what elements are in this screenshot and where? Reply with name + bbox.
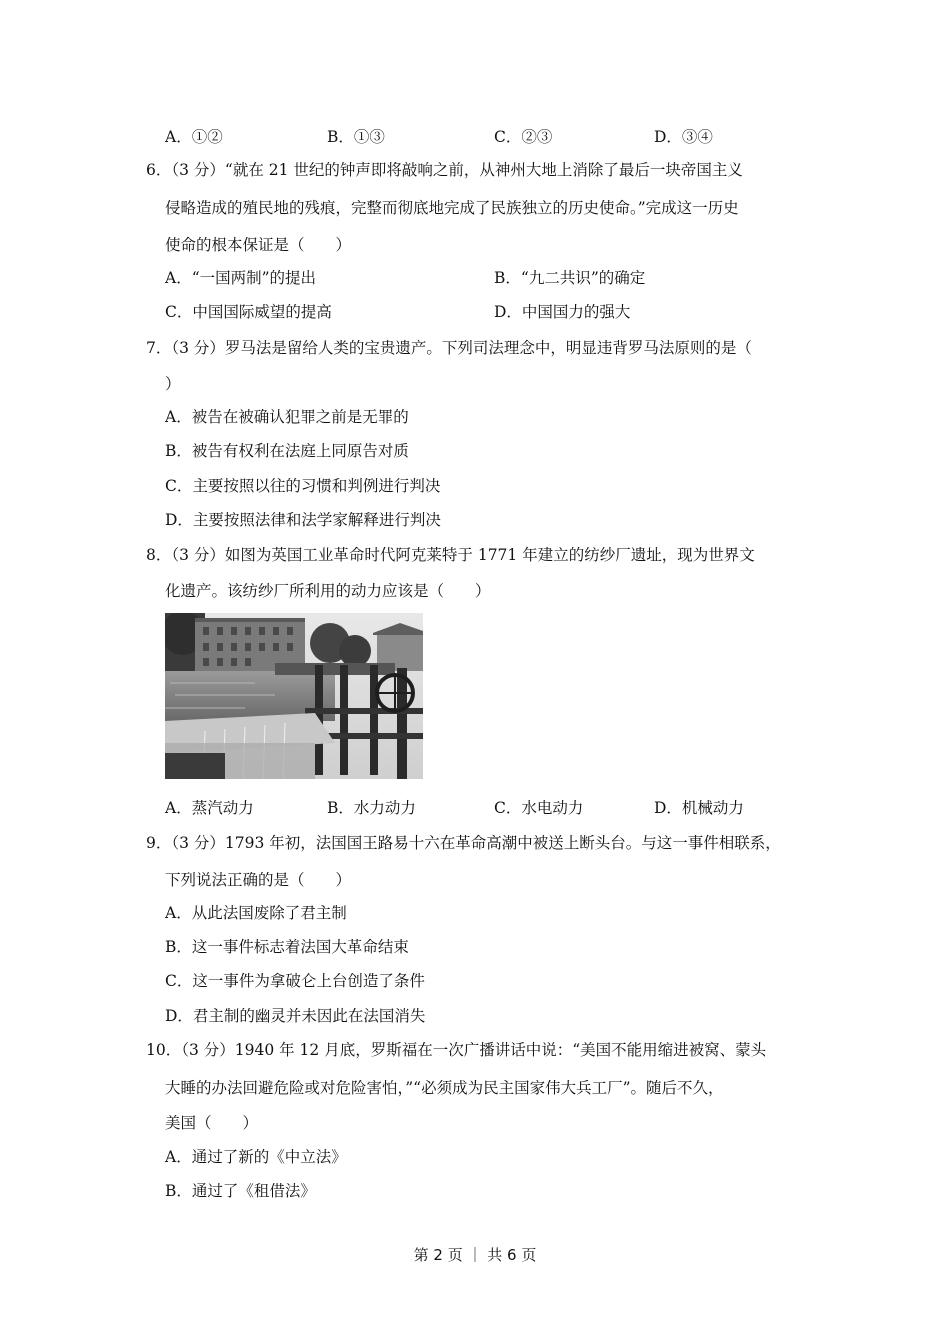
q9-option-d: D．君主制的幽灵并未因此在法国消失 [165,1007,426,1025]
q5-option-d: D．③④ [654,128,713,146]
q10-option-a: A．通过了新的《中立法》 [165,1148,347,1166]
q10-stem-line-1: 10．（3 分）1940 年 12 月底，罗斯福在一次广播讲话中说：“美国不能用缩进被窝、蒙头 [146,1041,767,1059]
q6-stem-line-3: 使命的根本保证是（ ） [165,236,352,254]
q8-stem-line-1: 8．（3 分）如图为英国工业革命时代阿克莱特于 1771 年建立的纺纱厂遗址，现为世界文 [146,546,755,564]
q5-option-a: A．①② [165,128,223,146]
q10-stem-line-2: 大睡的办法回避危险或对危险害怕，”“必须成为民主国家伟大兵工厂”。随后不久， [165,1079,724,1097]
q6-stem-line-2: 侵略造成的殖民地的残痕，完整而彻底地完成了民族独立的历史使命。”完成这一历史 [165,199,739,217]
q7-option-a: A．被告在被确认犯罪之前是无罪的 [165,408,409,426]
q6-option-d: D．中国国力的强大 [494,303,631,321]
cotton-mill-illustration [165,613,423,779]
q8-option-d: D．机械动力 [654,799,744,817]
q7-option-b: B．被告有权利在法庭上同原告对质 [165,442,409,460]
cotton-mill-photo [165,613,423,779]
q6-option-b: B．“九二共识”的确定 [494,269,646,287]
q9-option-b: B．这一事件标志着法国大革命结束 [165,938,409,956]
q6-option-a: A．“一国两制”的提出 [165,269,317,287]
q6-stem-line-1: 6．（3 分）“就在 21 世纪的钟声即将敲响之前，从神州大地上消除了最后一块帝国主义 [146,161,743,179]
q7-stem-line-2: ） [165,375,181,393]
q8-stem-line-2: 化遗产。该纺纱厂所利用的动力应该是（ ） [165,582,491,600]
q8-option-b: B．水力动力 [327,799,416,817]
page-footer: 第 2 页 ｜ 共 6 页 [413,1246,537,1264]
q9-stem-line-2: 下列说法正确的是（ ） [165,871,352,889]
q10-option-b: B．通过了《租借法》 [165,1182,316,1200]
q9-option-c: C．这一事件为拿破仑上台创造了条件 [165,972,425,990]
q8-option-c: C．水电动力 [494,799,584,817]
q6-option-c: C．中国国际威望的提高 [165,303,332,321]
q8-option-a: A．蒸汽动力 [165,799,254,817]
q7-option-c: C．主要按照以往的习惯和判例进行判决 [165,477,441,495]
q9-stem-line-1: 9．（3 分）1793 年初，法国国王路易十六在革命高潮中被送上断头台。与这一事件相联系， [146,834,781,852]
q7-stem-line-1: 7．（3 分）罗马法是留给人类的宝贵遗产。下列司法理念中，明显违背罗马法原则的是（ [146,339,752,357]
q5-option-c: C．②③ [494,128,553,146]
q5-option-b: B．①③ [327,128,385,146]
q10-stem-line-3: 美国（ ） [165,1114,259,1132]
q7-option-d: D．主要按照法律和法学家解释进行判决 [165,511,441,529]
q9-option-a: A．从此法国废除了君主制 [165,904,347,922]
